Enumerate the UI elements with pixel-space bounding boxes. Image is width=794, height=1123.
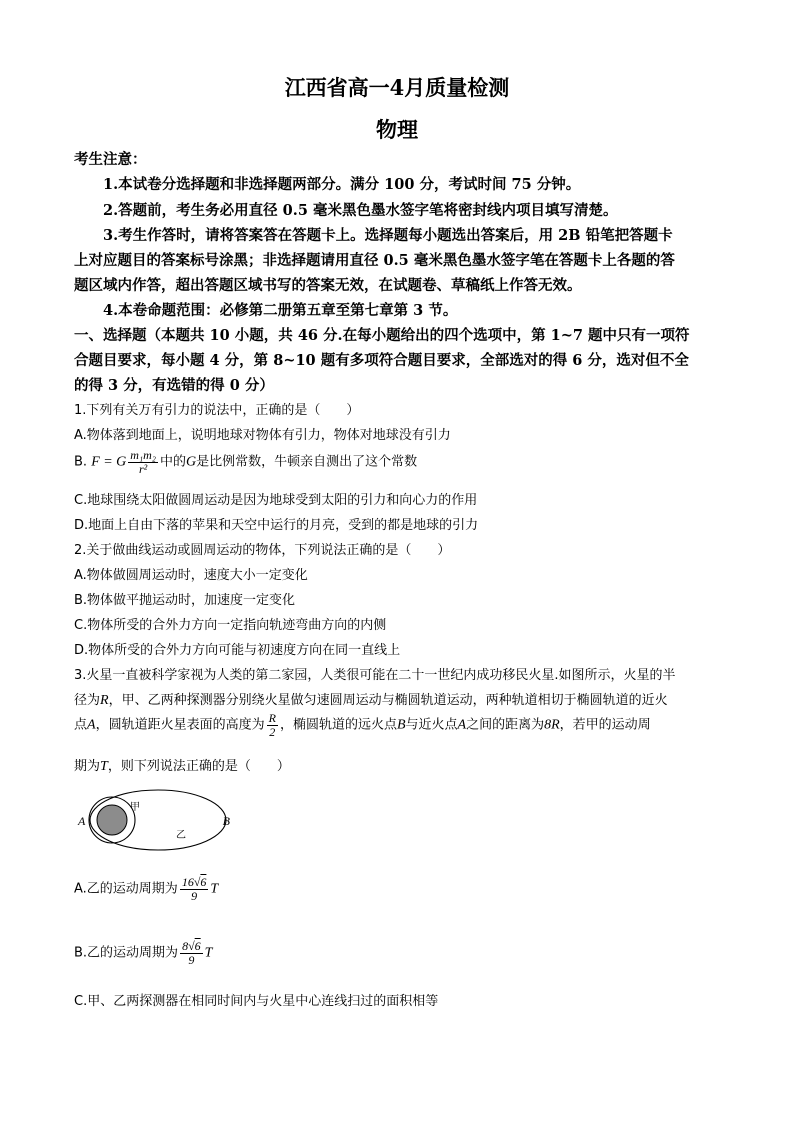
q1-stem: 1.下列有关万有引力的说法中，正确的是（ ）	[74, 403, 360, 418]
q3-option-b: B.乙的运动周期为 $\frac{8√6}{9}$ T	[74, 939, 213, 967]
q1-option-c: C.地球围绕太阳做圆周运动是因为地球受到太阳的引力和向心力的作用	[74, 493, 478, 508]
height-fraction: $\frac{R}{2}$	[268, 711, 276, 739]
exam-title: 江西省高一4月质量检测	[284, 75, 510, 100]
q3-stem-line-1: 3.火星一直被科学家视为人类的第二家园，人类很可能在二十一世纪内成功移民火星.如图所示，火星的半	[74, 668, 676, 683]
orbit-diagram	[74, 786, 234, 856]
section1-line-1: 一、选择题（本题共 10 小题，共 46 分.在每小题给出的四个选项中，第 1~7 题中只有一项符	[74, 327, 690, 344]
q3-stem-line-2: 径为R，甲、乙两种探测器分别绕火星做匀速圆周运动与椭圆轨道运动，两种轨道相切于椭圆轨道的近火	[74, 693, 668, 708]
notice-item-4: 4.本卷命题范围：必修第二册第五章至第七章第 3 节。	[103, 302, 458, 319]
period-fraction-b: $\frac{8√6}{9}$	[182, 939, 201, 967]
q2-option-d: D.物体所受的合外力方向可能与初速度方向在同一直线上	[74, 643, 401, 658]
gravity-formula-fraction: $\frac{\text{m₁m₂}}{\text{r²}}$	[130, 448, 156, 476]
point-a-label: A	[78, 814, 86, 828]
point-b-label: B	[222, 814, 230, 828]
q1-option-d: D.地面上自由下落的苹果和天空中运行的月亮，受到的都是地球的引力	[74, 518, 479, 533]
q2-option-a: A.物体做圆周运动时，速度大小一定变化	[74, 568, 308, 583]
section1-line-2: 合题目要求，每小题 4 分，第 8~10 题有多项符合题目要求，全部选对的得 6 分，选对但不全	[74, 352, 689, 369]
subject-title: 物理	[376, 117, 418, 142]
period-fraction-a: $\frac{16√6}{9}$	[181, 875, 207, 903]
notice-item-3-cont-1: 上对应题目的答案标号涂黑；非选择题请用直径 0.5 毫米黑色墨水签字笔在答题卡上各题的答	[74, 252, 675, 269]
q1-option-a: A.物体落到地面上，说明地球对物体有引力，物体对地球没有引力	[74, 428, 451, 443]
probe-jia-label: 甲	[130, 802, 140, 813]
q1-option-b: B. F = G $\frac{\text{m₁m₂}}{\text{r²}}$ 中的G是比例常数，牛顿亲自测出了这个常数	[74, 448, 418, 476]
notice-item-1: 1.本试卷分选择题和非选择题两部分。满分 100 分，考试时间 75 分钟。	[103, 176, 581, 193]
q2-option-b: B.物体做平抛运动时，加速度一定变化	[74, 593, 296, 608]
notice-heading: 考生注意：	[74, 151, 147, 168]
probe-yi-label: 乙	[176, 830, 186, 841]
notice-item-3: 3.考生作答时，请将答案答在答题卡上。选择题每小题选出答案后，用 2B 铅笔把答题卡	[103, 227, 673, 244]
notice-item-3-cont-2: 题区域内作答，超出答题区域书写的答案无效，在试题卷、草稿纸上作答无效。	[74, 277, 582, 294]
section1-line-3: 的得 3 分，有选错的得 0 分）	[74, 377, 274, 394]
q2-option-c: C.物体所受的合外力方向一定指向轨迹弯曲方向的内侧	[74, 618, 387, 633]
q3-option-c: C.甲、乙两探测器在相同时间内与火星中心连线扫过的面积相等	[74, 994, 439, 1009]
mars-planet	[97, 805, 127, 835]
q3-stem-line-4: 期为T，则下列说法正确的是（ ）	[74, 759, 290, 774]
q3-option-a: A.乙的运动周期为 $\frac{16√6}{9}$ T	[74, 875, 219, 903]
q2-stem: 2.关于做曲线运动或圆周运动的物体，下列说法正确的是（ ）	[74, 543, 451, 558]
notice-item-2: 2.答题前，考生务必用直径 0.5 毫米黑色墨水签字笔将密封线内项目填写清楚。	[103, 202, 618, 219]
q3-stem-line-3: 点A，圆轨道距火星表面的高度为 $\frac{R}{2}$ ，椭圆轨道的远火点B与近火点A之间的距离为8R，若甲的运动周	[74, 711, 651, 739]
